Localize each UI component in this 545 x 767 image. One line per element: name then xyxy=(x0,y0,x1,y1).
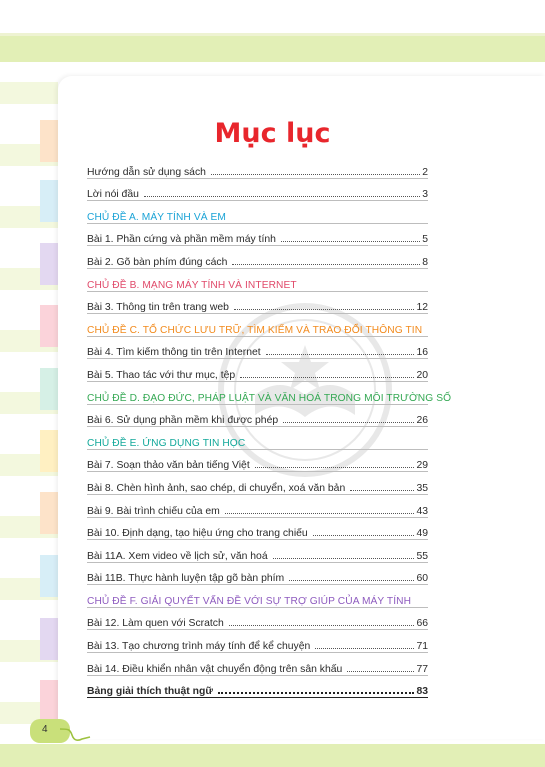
toc-entry xyxy=(87,518,428,540)
entry-title: Bài 11B. Thực hành luyện tập gõ bàn phím xyxy=(87,573,285,585)
entry-page-number: 29 xyxy=(416,460,428,472)
dot-leader xyxy=(225,513,415,514)
entry-page-number: 55 xyxy=(416,550,428,562)
toc-entry xyxy=(87,540,428,562)
row-divider xyxy=(87,697,428,698)
entry-title: Bài 12. Làm quen với Scratch xyxy=(87,618,224,630)
toc-chapter-heading xyxy=(87,201,428,223)
dot-leader xyxy=(229,625,415,626)
decorative-square xyxy=(40,680,58,722)
chapter-title: CHỦ ĐỀ E. ỨNG DỤNG TIN HỌC xyxy=(87,437,246,449)
entry-page-number: 8 xyxy=(422,256,428,268)
entry-title: Bài 1. Phần cứng và phần mềm máy tính xyxy=(87,234,276,246)
entry-title: Bài 2. Gõ bàn phím đúng cách xyxy=(87,256,228,268)
chapter-title: CHỦ ĐỀ F. GIẢI QUYẾT VẤN ĐỀ VỚI SỰ TRỢ GIÚP CỦA MÁY TÍNH xyxy=(87,595,412,607)
dot-leader xyxy=(266,354,415,355)
decorative-square xyxy=(40,243,58,285)
dot-leader xyxy=(255,467,415,468)
toc-chapter-heading xyxy=(87,382,452,404)
dot-leader xyxy=(218,692,415,694)
toc-entry xyxy=(87,179,428,201)
entry-title: Bài 11A. Xem video về lịch sử, văn hoá xyxy=(87,550,268,562)
dot-leader xyxy=(234,309,415,310)
chapter-title: CHỦ ĐỀ B. MẠNG MÁY TÍNH VÀ INTERNET xyxy=(87,279,297,291)
toc-entry xyxy=(87,156,428,178)
toc-chapter-heading xyxy=(87,585,428,607)
top-green-band xyxy=(0,36,545,62)
dot-leader xyxy=(273,558,415,559)
decorative-square xyxy=(40,555,58,597)
bottom-green-band xyxy=(0,744,545,767)
chapter-title: CHỦ ĐỀ D. ĐẠO ĐỨC, PHÁP LUẬT VÀ VĂN HOÁ TRONG MÔI TRƯỜNG SỐ xyxy=(87,392,452,404)
toc-entry xyxy=(87,563,428,585)
toc-entry xyxy=(87,337,428,359)
entry-title: Bài 9. Bài trình chiếu của em xyxy=(87,505,220,517)
toc-entry xyxy=(87,359,428,381)
entry-page-number: 12 xyxy=(416,302,428,314)
toc-chapter-heading xyxy=(87,269,428,291)
decorative-square xyxy=(40,618,58,660)
toc-entry xyxy=(87,608,428,630)
entry-title: Bài 8. Chèn hình ảnh, sao chép, di chuyển, xoá văn bản xyxy=(87,482,346,494)
entry-title: Bài 10. Định dạng, tạo hiệu ứng cho trang chiếu xyxy=(87,528,308,540)
decorative-square xyxy=(40,492,58,534)
entry-title: Hướng dẫn sử dụng sách xyxy=(87,166,206,178)
toc-entry xyxy=(87,630,428,652)
dot-leader xyxy=(144,196,420,197)
chapter-title: CHỦ ĐỀ C. TỔ CHỨC LƯU TRỮ, TÌM KIẾM VÀ TRAO ĐỔI THÔNG TIN xyxy=(87,324,423,336)
toc-entry xyxy=(87,676,428,698)
toc-entry xyxy=(87,224,428,246)
decorative-square xyxy=(40,368,58,410)
page-top-margin xyxy=(0,0,545,33)
dot-leader xyxy=(313,535,415,536)
entry-title: Bài 6. Sử dụng phần mềm khi được phép xyxy=(87,415,279,427)
entry-title: Lời nói đầu xyxy=(87,189,139,201)
entry-page-number: 3 xyxy=(422,189,428,201)
dot-leader xyxy=(232,264,420,265)
page-title: Mục lục xyxy=(214,118,331,149)
entry-page-number: 66 xyxy=(416,618,428,630)
dot-leader xyxy=(283,422,414,423)
toc-chapter-heading xyxy=(87,314,428,336)
entry-title: Bài 4. Tìm kiếm thông tin trên Internet xyxy=(87,347,261,359)
page-number: 4 xyxy=(42,724,48,735)
entry-title: Bài 13. Tạo chương trình máy tính để kể chuyện xyxy=(87,641,311,653)
entry-page-number: 2 xyxy=(422,166,428,178)
entry-page-number: 77 xyxy=(416,663,428,675)
decorative-square xyxy=(40,305,58,347)
entry-title: Bảng giải thích thuật ngữ xyxy=(87,686,213,698)
dot-leader xyxy=(350,490,414,491)
entry-page-number: 35 xyxy=(416,482,428,494)
entry-page-number: 43 xyxy=(416,505,428,517)
left-decorative-strip xyxy=(0,62,58,767)
entry-page-number: 83 xyxy=(416,686,428,698)
entry-page-number: 20 xyxy=(416,369,428,381)
entry-page-number: 71 xyxy=(416,641,428,653)
entry-page-number: 16 xyxy=(416,347,428,359)
table-of-contents xyxy=(87,156,452,698)
entry-page-number: 26 xyxy=(416,415,428,427)
toc-entry xyxy=(87,653,428,675)
toc-entry xyxy=(87,495,428,517)
entry-title: Bài 3. Thông tin trên trang web xyxy=(87,302,229,314)
toc-entry xyxy=(87,292,428,314)
toc-entry xyxy=(87,246,428,268)
entry-title: Bài 5. Thao tác với thư mục, tệp xyxy=(87,369,236,381)
entry-page-number: 49 xyxy=(416,528,428,540)
chapter-title: CHỦ ĐỀ A. MÁY TÍNH VÀ EM xyxy=(87,211,227,223)
toc-entry xyxy=(87,472,428,494)
entry-page-number: 60 xyxy=(416,573,428,585)
decorative-square xyxy=(40,430,58,472)
dot-leader xyxy=(347,671,414,672)
entry-title: Bài 14. Điều khiển nhân vật chuyển động trên sân khấu xyxy=(87,663,343,675)
decorative-square xyxy=(40,180,58,222)
mouse-cord-icon xyxy=(60,725,92,745)
toc-entry xyxy=(87,450,428,472)
toc-chapter-heading xyxy=(87,427,428,449)
dot-leader xyxy=(315,648,414,649)
entry-title: Bài 7. Soạn thảo văn bản tiếng Việt xyxy=(87,460,250,472)
dot-leader xyxy=(289,580,414,581)
toc-entry xyxy=(87,405,428,427)
dot-leader xyxy=(281,241,420,242)
dot-leader xyxy=(211,174,420,175)
dot-leader xyxy=(240,377,414,378)
entry-page-number: 5 xyxy=(422,234,428,246)
